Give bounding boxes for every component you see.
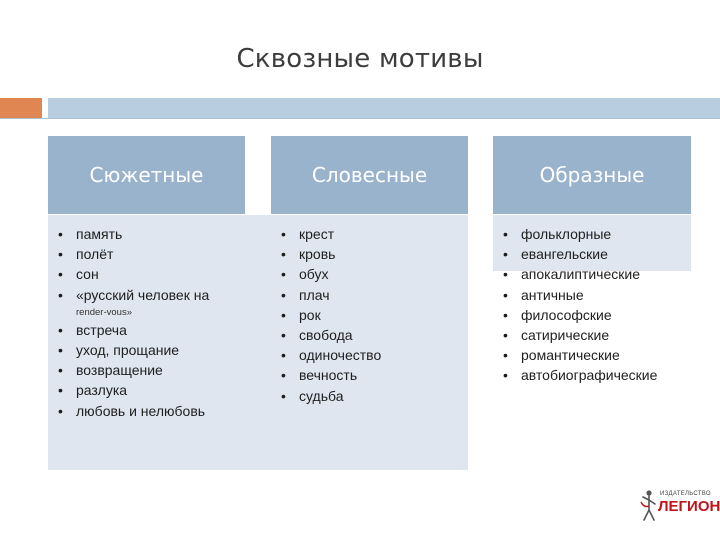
list-item: • уход, прощание xyxy=(58,340,245,360)
column-header-verbal: Словесные xyxy=(271,136,468,214)
logo-subtitle: ИЗДАТЕЛЬСТВО xyxy=(660,491,711,497)
column-verbal-panel xyxy=(271,136,468,470)
list-item: • крест xyxy=(281,224,468,244)
accent-bar-orange xyxy=(0,98,42,118)
accent-bar-blue xyxy=(48,98,720,118)
list-item: • память xyxy=(58,224,245,244)
list-item: • вечность xyxy=(281,365,468,385)
column-gap-fill xyxy=(245,215,272,470)
list-item: • встреча xyxy=(58,320,245,340)
list-item: • обух xyxy=(281,264,468,284)
slide-title: Сквозные мотивы xyxy=(236,44,484,74)
column-header-figurative: Образные xyxy=(493,136,691,214)
list-item: • философские xyxy=(503,305,691,325)
logo-name: ЛЕГИОН xyxy=(658,498,720,515)
column-body-plot xyxy=(48,215,245,470)
list-item: • сон xyxy=(58,264,245,284)
list-item: • свобода xyxy=(281,325,468,345)
list-item: • евангельские xyxy=(503,244,691,264)
column-gap-white xyxy=(468,215,492,470)
list-item: • апокалиптические xyxy=(503,264,691,284)
plot-list xyxy=(58,224,245,421)
list-item: • плач xyxy=(281,285,468,305)
column-body-verbal xyxy=(271,215,468,470)
list-item: • античные xyxy=(503,285,691,305)
figurative-list-wrap xyxy=(493,215,691,470)
list-item: • одиночество xyxy=(281,345,468,365)
list-item: • любовь и нелюбовь xyxy=(58,401,245,421)
list-item: • рок xyxy=(281,305,468,325)
verbal-list xyxy=(281,224,468,406)
list-item: • автобиографические xyxy=(503,365,691,385)
list-item: • возвращение xyxy=(58,360,245,380)
list-item: • романтические xyxy=(503,345,691,365)
list-item: • фольклорные xyxy=(503,224,691,244)
figure-icon xyxy=(640,488,658,522)
list-item: • сатирические xyxy=(503,325,691,345)
list-item: • кровь xyxy=(281,244,468,264)
list-item: • полёт xyxy=(58,244,245,264)
list-item: • судьба xyxy=(281,386,468,406)
list-item-note: render-vous» xyxy=(76,306,132,318)
column-plot-panel xyxy=(48,136,245,470)
list-item: • «русский человек на xyxy=(58,285,245,305)
list-item: • разлука xyxy=(58,380,245,400)
divider-line xyxy=(0,118,720,119)
publisher-logo xyxy=(640,488,720,524)
column-header-plot: Сюжетные xyxy=(48,136,245,214)
figurative-list xyxy=(503,224,691,386)
